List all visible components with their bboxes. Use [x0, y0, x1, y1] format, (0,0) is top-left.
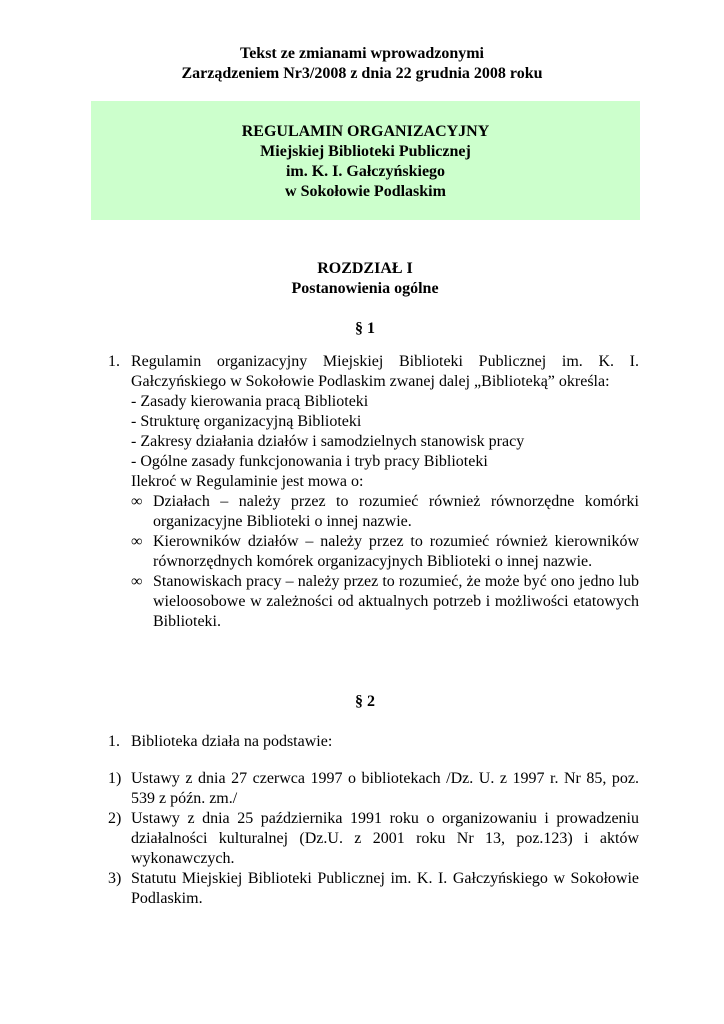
infinity-bullet-icon: ∞ — [131, 533, 143, 550]
title-line-2: Miejskiej Biblioteki Publicznej — [260, 143, 471, 160]
title-line-1: REGULAMIN ORGANIZACYJNY — [241, 123, 490, 140]
section-1-body — [108, 352, 639, 632]
chapter-subtitle: Postanowienia ogólne — [291, 280, 439, 297]
infinity-bullet-icon: ∞ — [131, 493, 143, 510]
scope-list-item: - Zasady kierowania pracą Biblioteki — [131, 393, 369, 410]
title-line-3: im. K. I. Gałczyńskiego — [285, 163, 446, 180]
section-2-heading: § 2 — [355, 693, 375, 710]
title-box — [91, 101, 640, 220]
legal-basis-text: Ustawy z dnia 25 października 1991 roku o organizowaniu i prowadzeniu działalności kulturalnej (Dz.U. z 2001 roku Nr 13, poz.123) i aktów wykonawczych. — [131, 810, 639, 867]
legal-basis-text: Ustawy z dnia 27 czerwca 1997 o bibliotekach /Dz. U. z 1997 r. Nr 85, poz. 539 z późn. zm./ — [131, 770, 639, 807]
legal-basis-item — [108, 809, 639, 869]
definition-item — [108, 492, 639, 532]
scope-list-item: - Zakresy działania działów i samodzielnych stanowisk pracy — [131, 433, 525, 450]
scope-list-item: - Ogólne zasady funkcjonowania i tryb pracy Biblioteki — [131, 453, 488, 470]
legal-basis-number: 1) — [108, 770, 122, 787]
chapter-heading — [0, 259, 724, 299]
legal-basis-list — [108, 769, 639, 909]
section-2-item-text: Biblioteka działa na podstawie: — [131, 733, 333, 750]
definition-text: Stanowiskach pracy – należy przez to rozumieć, że może być ono jedno lub wieloosobowe w zależności od aktualnych potrzeb i możliwości etatowych Biblioteki. — [153, 573, 639, 630]
legal-basis-number: 2) — [108, 810, 122, 827]
header-note-line-2: Zarządzeniem Nr3/2008 z dnia 22 grudnia 2008 roku — [181, 65, 543, 82]
chapter-title: ROZDZIAŁ I — [317, 260, 413, 277]
title-line-4: w Sokołowie Podlaskim — [285, 183, 446, 200]
legal-basis-item — [108, 769, 639, 809]
section-1-heading: § 1 — [355, 320, 375, 337]
header-note-line-1: Tekst ze zmianami wprowadzonymi — [240, 45, 484, 62]
legal-basis-text: Statutu Miejskiej Biblioteki Publicznej im. K. I. Gałczyńskiego w Sokołowie Podlaskim. — [131, 870, 639, 907]
section-1-item-text: Regulamin organizacyjny Miejskiej Biblioteki Publicznej im. K. I. Gałczyńskiego w Sokołowie Podlaskim zwanej dalej „Biblioteką” określa: — [131, 353, 639, 390]
definition-item — [108, 572, 639, 632]
scope-list-item: - Strukturę organizacyjną Biblioteki — [131, 413, 362, 430]
definitions-intro: Ilekroć w Regulaminie jest mowa o: — [131, 473, 364, 490]
definition-text: Działach – należy przez to rozumieć również równorzędne komórki organizacyjne Biblioteki o innej nazwie. — [153, 493, 639, 530]
section-2-item — [108, 732, 639, 752]
legal-basis-item — [108, 869, 639, 909]
definition-text: Kierowników działów – należy przez to rozumieć również kierowników równorzędnych komórek organizacyjnych Biblioteki o innej nazwie. — [153, 533, 639, 570]
section-1-item-number: 1. — [108, 353, 120, 370]
section-1-item — [108, 352, 639, 392]
header-note — [0, 44, 724, 84]
definition-item — [108, 532, 639, 572]
section-2-item-number: 1. — [108, 733, 120, 750]
infinity-bullet-icon: ∞ — [131, 573, 143, 590]
legal-basis-number: 3) — [108, 870, 122, 887]
